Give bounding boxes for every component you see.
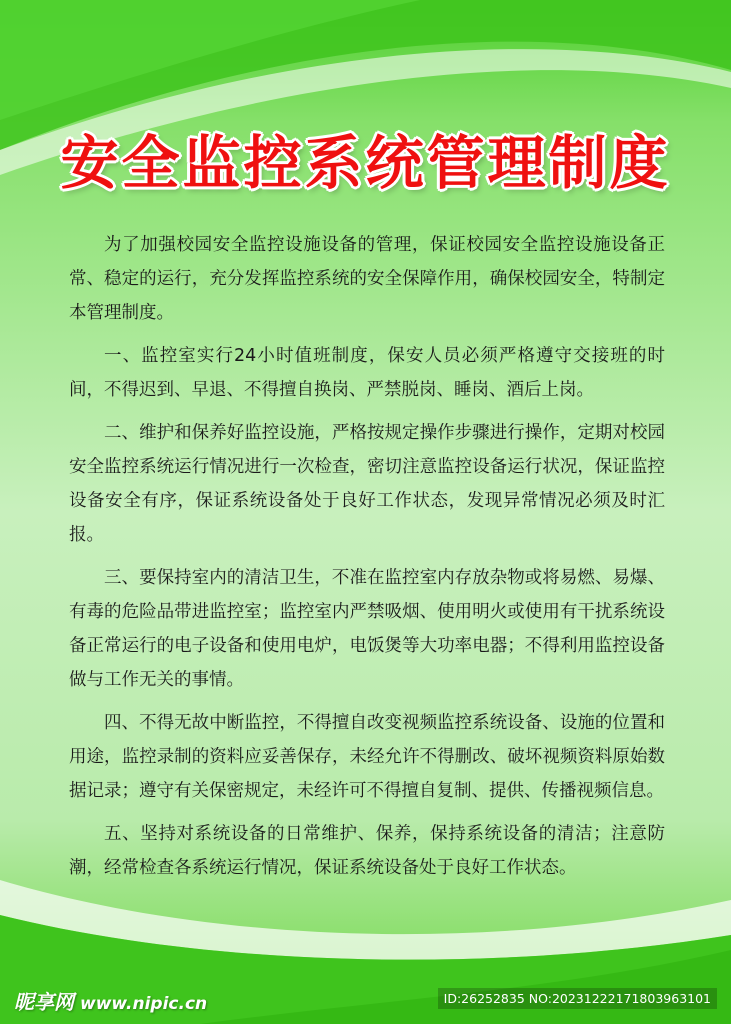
rule-paragraph-3: 三、要保持室内的清洁卫生，不准在监控室内存放杂物或将易燃、易爆、有毒的危险品带进监控室；监控室内严禁吸烟、使用明火或使用有干扰系统设备正常运行的电子设备和使用电炉，电饭煲等大功率电器；不得利用监控设备做与工作无关的事情。 [69,568,665,690]
watermark-logo-text: 昵享网 [14,990,74,1014]
watermark-id: ID:26252835 NO:20231222171803963101 [438,988,717,1009]
regulation-body [69,228,665,894]
page-title: 安全监控系统管理制度 [60,129,671,197]
rule-paragraph-2: 二、维护和保养好监控设施，严格按规定操作步骤进行操作，定期对校园安全监控系统运行情况进行一次检查，密切注意监控设备运行状况，保证监控设备安全有序，保证系统设备处于良好工作状态，发现异常情况必须及时汇报。 [69,423,665,545]
watermark-url: www.nipic.cn [80,994,208,1014]
rule-paragraph-5: 五、坚持对系统设备的日常维护、保养，保持系统设备的清洁；注意防潮，经常检查各系统运行情况，保证系统设备处于良好工作状态。 [69,824,665,878]
intro-paragraph: 为了加强校园安全监控设施设备的管理，保证校园安全监控设施设备正常、稳定的运行，充分发挥监控系统的安全保障作用，确保校园安全，特制定本管理制度。 [69,235,665,323]
rule-paragraph-1: 一、监控室实行24小时值班制度，保安人员必须严格遵守交接班的时间，不得迟到、早退、不得擅自换岗、严禁脱岗、睡岗、酒后上岗。 [69,346,665,400]
watermark-logo [14,986,207,1015]
rule-paragraph-4: 四、不得无故中断监控，不得擅自改变视频监控系统设备、设施的位置和用途，监控录制的资料应妥善保存，未经允许不得删改、破坏视频资料原始数据记录；遵守有关保密规定，未经许可不得擅自复制、提供、传播视频信息。 [69,713,665,801]
